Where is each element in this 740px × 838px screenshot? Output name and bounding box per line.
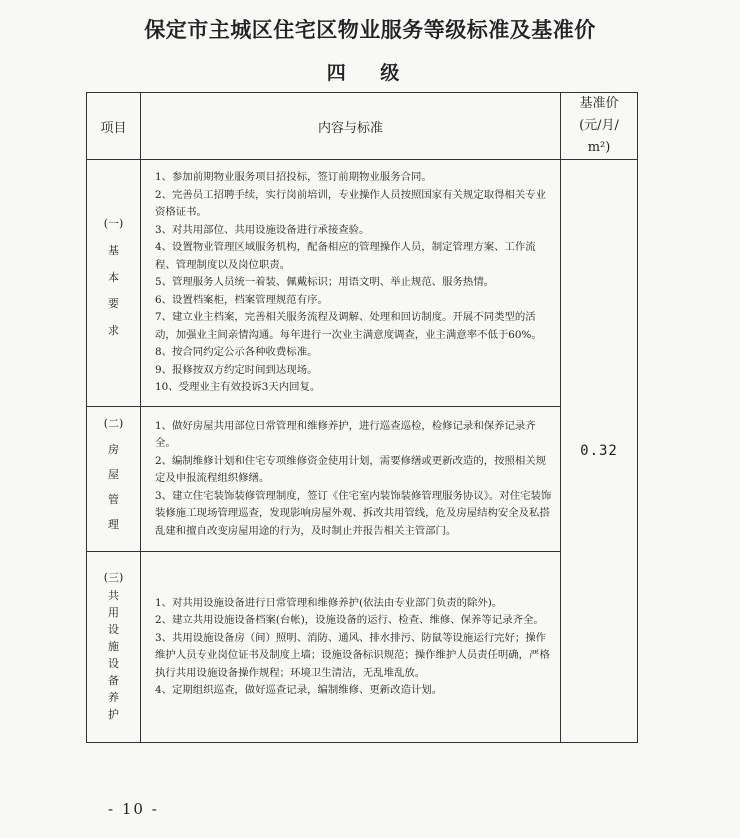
section-label-char: 护 — [108, 707, 119, 721]
section-label-char: 设 — [108, 656, 119, 670]
list-item: 3、建立住宅装饰装修管理制度，签订《住宅室内装饰装修管理服务协议》。对住宅装饰装修施工现场管理巡查，发现影响房屋外观、拆改共用管线，危及房屋结构安全及私搭乱建和擅自改变房屋用途的行为，及时制止并报告相关主管部门。 — [155, 489, 552, 537]
list-item: 8、按合同约定公示各种收费标准。 — [155, 346, 318, 359]
table-row — [87, 160, 638, 407]
list-item: 3、共用设施设备房（间）照明、消防、通风、排水排污、防鼠等设施运行完好；操作维护人员专业岗位证书及制度上墙；设施设备标识规范；操作维护人员责任明确，严格执行共用设施设备操作规程；环境卫生清洁，无乱堆乱放。 — [155, 631, 550, 679]
section-number: (三) — [103, 571, 124, 585]
header-price-line2: (元/月/ — [579, 118, 619, 133]
section-label-char: 要 — [108, 297, 119, 311]
section-label-char: 用 — [108, 606, 119, 620]
list-item: 1、对共用设施设备进行日常管理和维修养护(依法由专业部门负责的除外)。 — [155, 596, 503, 609]
list-item: 9、报修按双方约定时间到达现场。 — [155, 363, 318, 376]
service-level-heading: 四 级 — [326, 62, 414, 84]
list-item: 2、建立共用设施设备档案(台帐)，设施设备的运行、检查、维修、保养等记录齐全。 — [155, 614, 544, 626]
section-content-housing — [141, 407, 561, 552]
list-item: 3、对共用部位、共用设施设备进行承接查验。 — [155, 223, 370, 236]
section-label-facilities — [87, 552, 141, 743]
list-item: 1、参加前期物业服务项目招投标，签订前期物业服务合同。 — [155, 171, 432, 184]
section-label-housing — [87, 407, 141, 552]
header-price-line1: 基准价 — [579, 96, 619, 111]
section-label-char: 养 — [108, 690, 119, 704]
list-item: 2、完善员工招聘手续，实行岗前培训，专业操作人员按照国家有关规定取得相关专业资格证书。 — [155, 188, 547, 219]
header-content: 内容与标准 — [141, 93, 561, 160]
list-item: 4、定期组织巡查，做好巡查记录，编制维修、更新改造计划。 — [155, 684, 443, 696]
section-number: (一) — [103, 216, 124, 230]
section-label-basic — [87, 160, 141, 407]
list-item: 10、受理业主有效投诉3天内回复。 — [155, 381, 321, 394]
list-item: 4、设置物业管理区域服务机构，配备相应的管理操作人员，制定管理方案、工作流程、管理制度以及岗位职责。 — [155, 241, 536, 271]
section-label-char: 本 — [108, 270, 119, 284]
section-label-char: 求 — [108, 324, 119, 338]
section-content-facilities — [141, 552, 561, 743]
section-label-char: 管 — [108, 492, 119, 506]
page-number: - 10 - — [108, 800, 159, 818]
list-item: 2、编制维修计划和住宅专项维修资金使用计划，需要修缮或更新改造的，按照相关规定及申报流程组织修缮。 — [155, 454, 547, 485]
list-item: 7、建立业主档案，完善相关服务流程及调解、处理和回访制度。开展不同类型的活动，加强业主间亲情沟通。每年进行一次业主满意度调查，业主满意率不低于60%。 — [155, 311, 542, 341]
section-label-char: 房 — [108, 443, 119, 457]
document-title: 保定市主城区住宅区物业服务等级标准及基准价 — [144, 17, 596, 42]
header-price — [561, 93, 638, 160]
base-price-value: 0.32 — [561, 160, 638, 743]
service-standard-table — [86, 92, 638, 743]
header-price-line3: m²) — [587, 140, 611, 155]
section-label-char: 理 — [108, 517, 119, 531]
list-item: 6、设置档案柜，档案管理规范有序。 — [155, 293, 328, 306]
table-header-row — [87, 93, 638, 160]
section-label-char: 设 — [108, 623, 119, 637]
section-label-char: 共 — [108, 589, 119, 603]
section-number: (二) — [103, 417, 124, 431]
table-row — [87, 407, 638, 552]
section-label-char: 基 — [108, 243, 119, 257]
table-row — [87, 552, 638, 743]
section-label-char: 屋 — [108, 468, 119, 482]
section-label-char: 施 — [108, 640, 119, 654]
list-item: 1、做好房屋共用部位日常管理和维修养护，进行巡查巡检，检修记录和保养记录齐全。 — [155, 419, 536, 450]
list-item: 5、管理服务人员统一着装、佩戴标识；用语文明、举止规范、服务热情。 — [155, 276, 495, 289]
header-item: 项目 — [87, 93, 141, 160]
section-label-char: 备 — [108, 673, 119, 687]
section-content-basic — [141, 160, 561, 407]
